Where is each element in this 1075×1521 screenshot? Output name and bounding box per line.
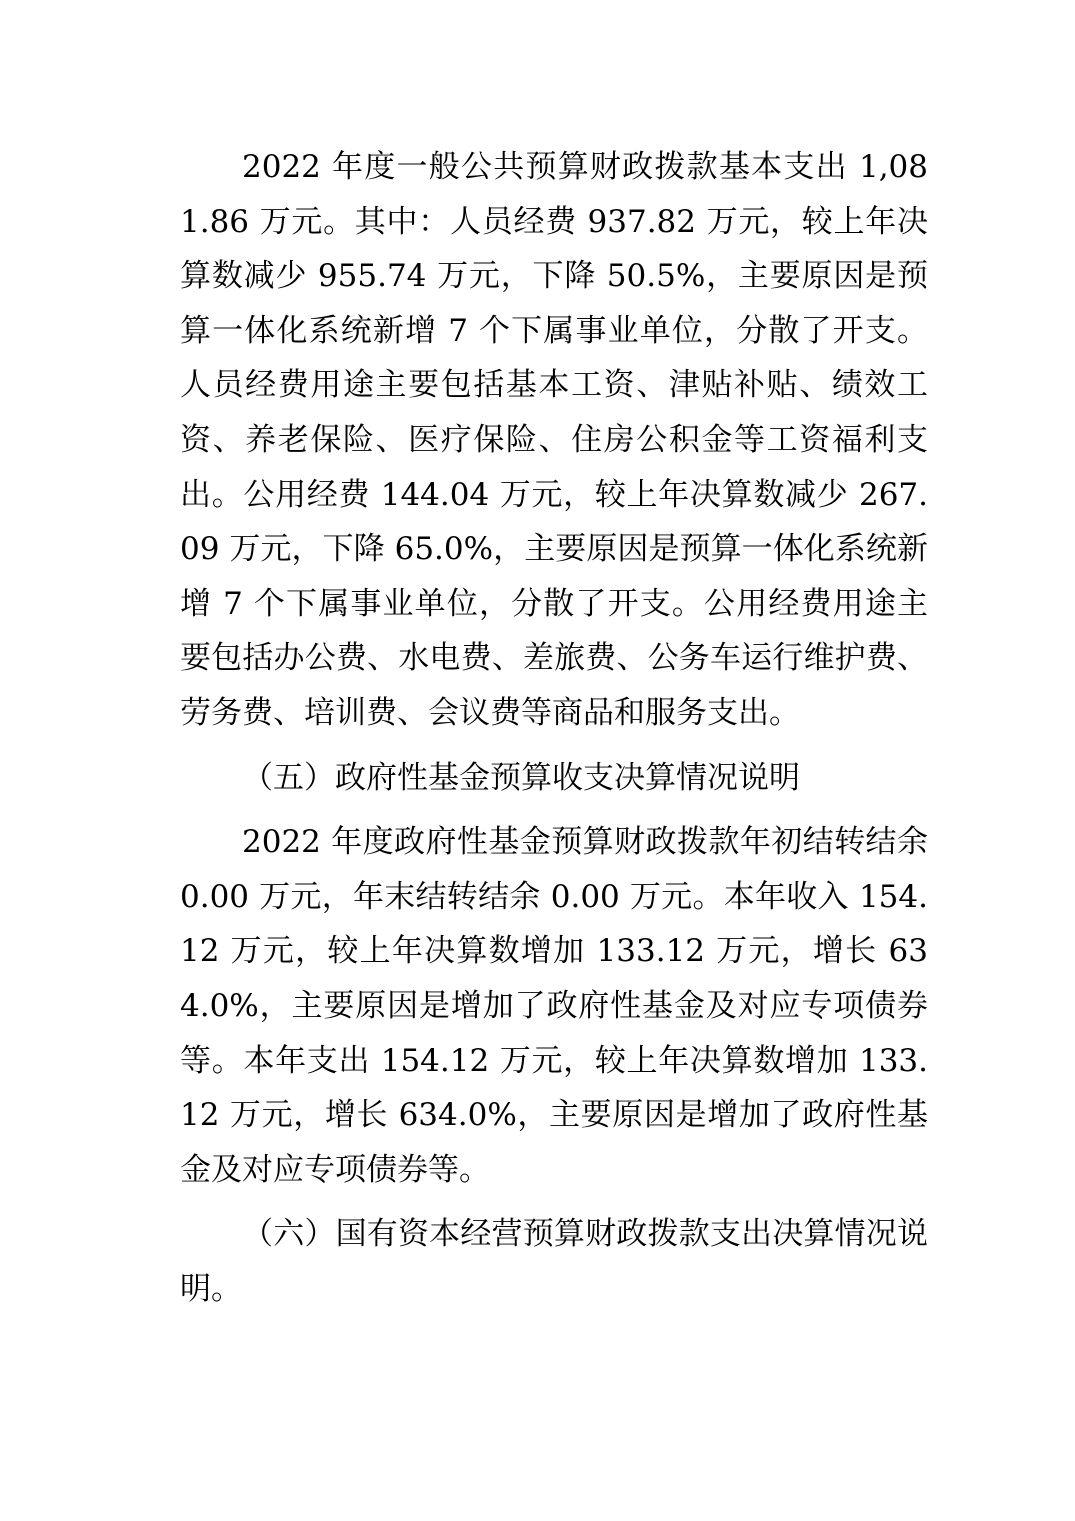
document-page <box>180 140 928 1316</box>
section-heading-state-capital: （六）国有资本经营预算财政拨款支出决算情况说明。 <box>180 1216 928 1307</box>
paragraph-basic-expenditure: 2022 年度一般公共预算财政拨款基本支出 1,081.86 万元。其中：人员经费 937.82 万元，较上年决算数减少 955.74 万元，下降 50.5%，主要原因是预算一体化系统新增 7 个下属事业单位，分散了开支。人员经费用途主要包括基本工资、津贴补贴、绩效工资、养老保险、医疗保险、住房公积金等工资福利支出。公用经费 144.04 万元，较上年决算数减少 267.09 万元，下降 65.0%，主要原因是预算一体化系统新增 7 个下属事业单位，分散了开支。公用经费用途主要包括办公费、水电费、差旅费、公务车运行维护费、劳务费、培训费、会议费等商品和服务支出。 <box>180 149 928 731</box>
section-heading-government-fund: （五）政府性基金预算收支决算情况说明 <box>242 759 800 796</box>
paragraph-government-fund: 2022 年度政府性基金预算财政拨款年初结转结余 0.00 万元，年末结转结余 0.00 万元。本年收入 154.12 万元，较上年决算数增加 133.12 万元，增长 634.0%，主要原因是增加了政府性基金及对应专项债券等。本年支出 154.12 万元，较上年决算数增加 133.12 万元，增长 634.0%，主要原因是增加了政府性基金及对应专项债券等。 <box>180 824 928 1188</box>
